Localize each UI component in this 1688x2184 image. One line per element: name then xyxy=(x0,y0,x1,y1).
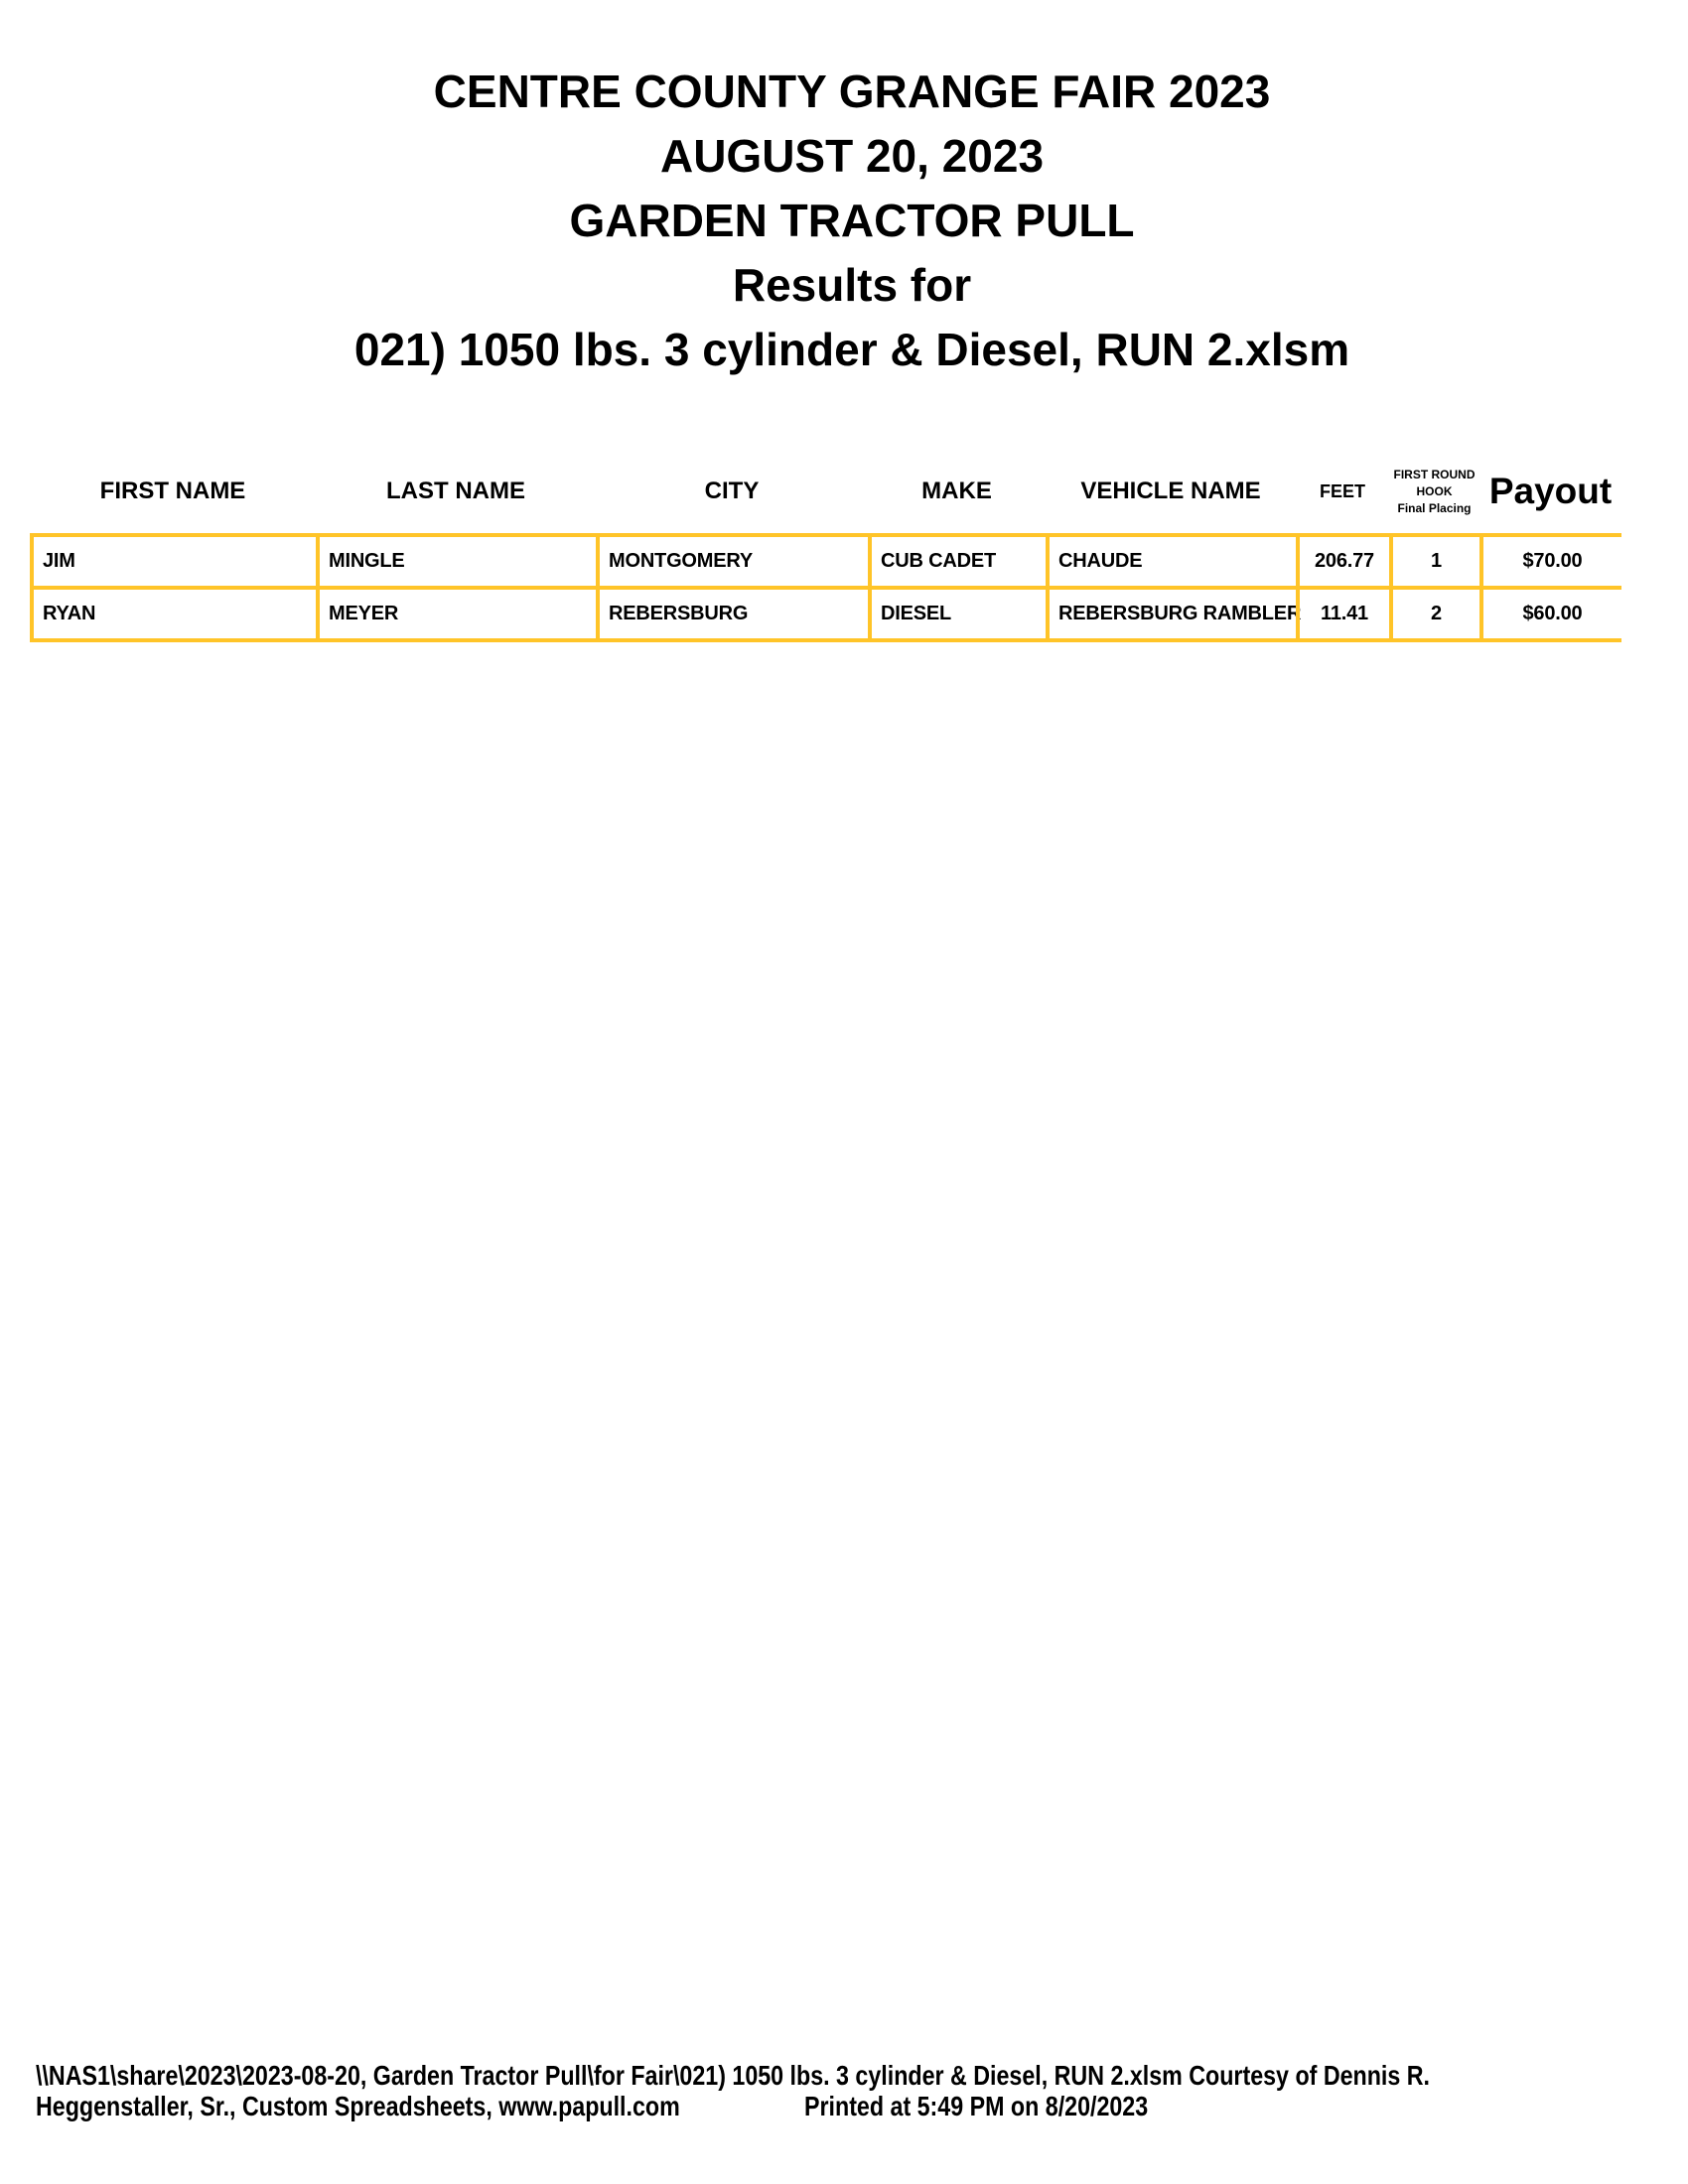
header-first-round-hook xyxy=(1389,452,1479,531)
cell-feet: 206.77 xyxy=(1296,537,1389,586)
cell-placing: 1 xyxy=(1389,537,1479,586)
hook-header-line-1: FIRST ROUND xyxy=(1393,467,1476,481)
header-last-name: LAST NAME xyxy=(386,478,525,504)
title-pull-class: GARDEN TRACTOR PULL xyxy=(569,195,1135,246)
header-city: CITY xyxy=(704,478,760,504)
table-header-row xyxy=(30,452,1621,531)
cell-first-name: JIM xyxy=(30,537,316,586)
title-event: CENTRE COUNTY GRANGE FAIR 2023 xyxy=(433,66,1271,117)
hook-header-line-3: Final Placing xyxy=(1397,500,1472,515)
cell-payout: $60.00 xyxy=(1479,590,1621,638)
cell-city: MONTGOMERY xyxy=(596,537,868,586)
title-block xyxy=(8,60,1688,382)
header-vehicle-name: VEHICLE NAME xyxy=(1080,478,1261,504)
cell-make: DIESEL xyxy=(868,590,1046,638)
cell-vehicle-name: REBERSBURG RAMBLER xyxy=(1046,590,1296,638)
header-payout: Payout xyxy=(1488,471,1613,511)
header-feet: FEET xyxy=(1319,480,1365,501)
table-row xyxy=(30,590,1621,642)
cell-payout: $70.00 xyxy=(1479,537,1621,586)
title-results-for: Results for xyxy=(732,259,972,311)
cell-feet: 11.41 xyxy=(1296,590,1389,638)
footer-file-path: \\NAS1\share\2023\2023-08-20, Garden Tractor Pull\for Fair\021) 1050 lbs. 3 cylinder & Diesel, RUN 2.xlsm Courtesy of Dennis R. xyxy=(36,2060,1431,2091)
cell-last-name: MINGLE xyxy=(316,537,596,586)
results-table xyxy=(30,533,1621,642)
title-date: AUGUST 20, 2023 xyxy=(659,130,1045,182)
header-make: MAKE xyxy=(921,478,992,504)
cell-make: CUB CADET xyxy=(868,537,1046,586)
table-row xyxy=(30,537,1621,590)
cell-last-name: MEYER xyxy=(316,590,596,638)
cell-vehicle-name: CHAUDE xyxy=(1046,537,1296,586)
cell-first-name: RYAN xyxy=(30,590,316,638)
cell-city: REBERSBURG xyxy=(596,590,868,638)
title-filename: 021) 1050 lbs. 3 cylinder & Diesel, RUN 2.xlsm xyxy=(353,324,1350,375)
footer-credit: Heggenstaller, Sr., Custom Spreadsheets, www.papull.com xyxy=(36,2091,680,2121)
hook-header-line-2: HOOK xyxy=(1416,483,1453,498)
footer-printed-timestamp: Printed at 5:49 PM on 8/20/2023 xyxy=(804,2091,1149,2121)
cell-placing: 2 xyxy=(1389,590,1479,638)
header-first-name: FIRST NAME xyxy=(99,478,246,504)
